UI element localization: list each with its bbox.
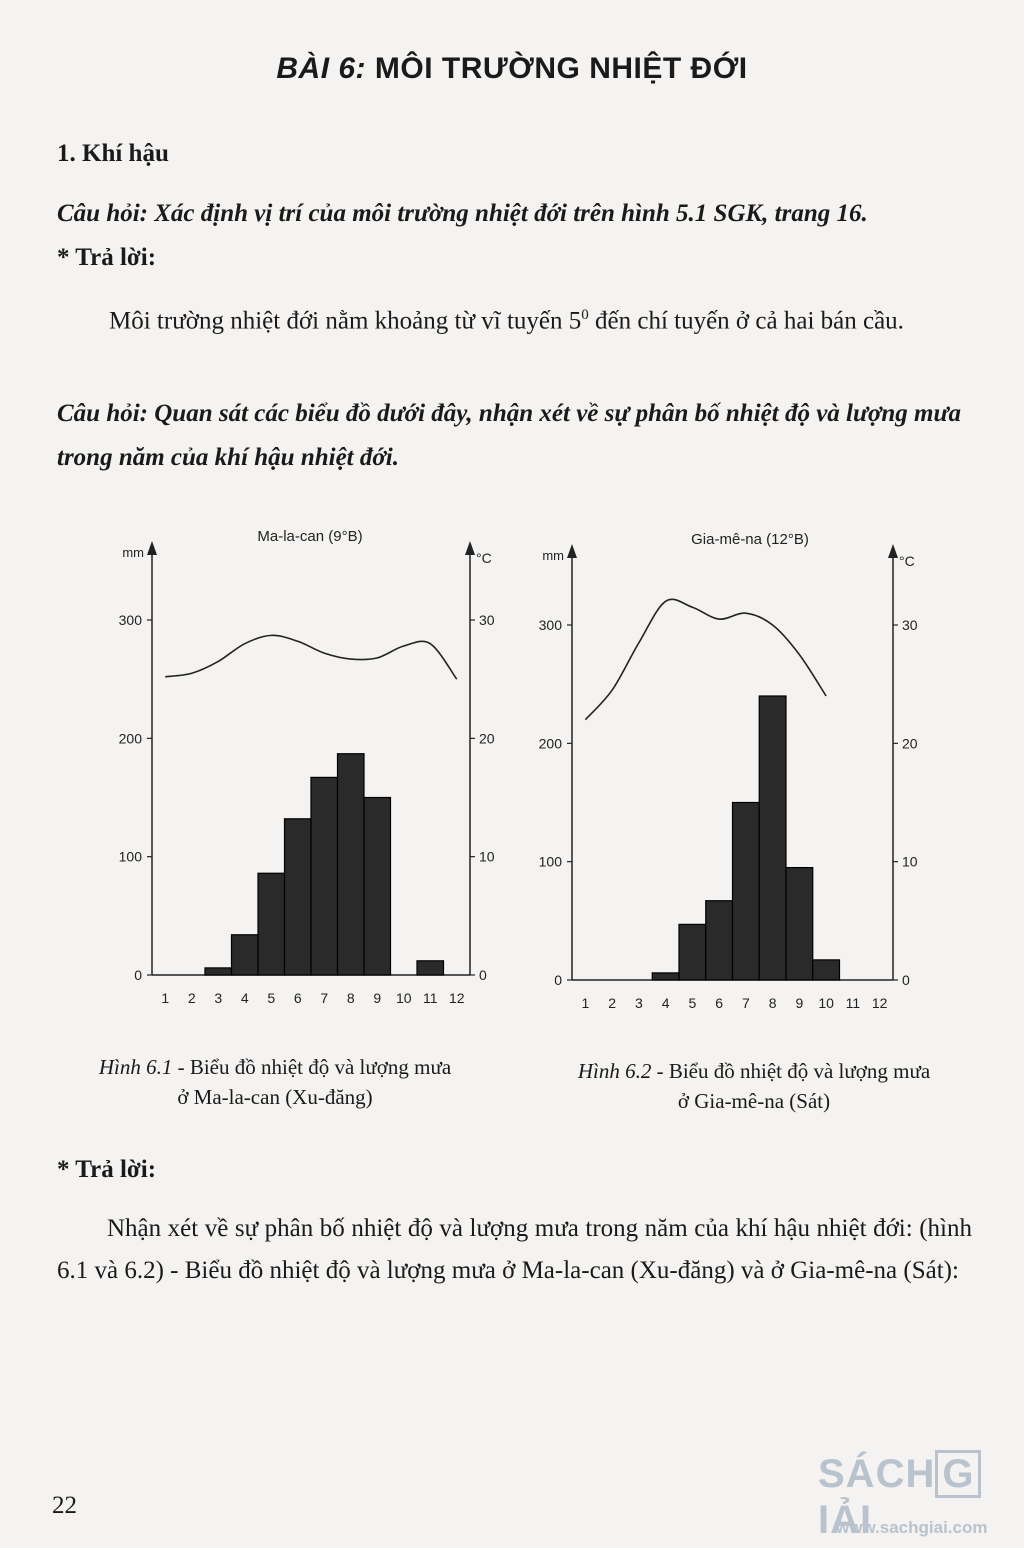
figure-caption-2-line2: ở Gia-mê-na (Sát) bbox=[677, 1089, 831, 1113]
chart1-right-unit: °C bbox=[476, 550, 492, 566]
logo-g: G bbox=[935, 1450, 981, 1498]
chart1-rain-bar-11 bbox=[417, 961, 444, 975]
chart1-temperature-line bbox=[165, 635, 457, 679]
chart1-left-unit: mm bbox=[122, 545, 144, 560]
chart2-left-tick-label-0: 0 bbox=[554, 972, 562, 988]
answer-1 bbox=[57, 294, 977, 342]
degree-sup: 0 bbox=[581, 307, 589, 323]
answer-label-1: * Trả lời: bbox=[57, 244, 157, 271]
chart1-month-label-10: 10 bbox=[395, 990, 412, 1006]
chart2-month-label-4: 4 bbox=[661, 995, 670, 1011]
chart2-month-label-6: 6 bbox=[715, 995, 724, 1011]
chart2-rain-bar-10 bbox=[813, 960, 840, 980]
chart2-month-label-3: 3 bbox=[634, 995, 643, 1011]
chart2-rain-bar-8 bbox=[759, 696, 786, 980]
chart2-title: Gia-mê-na (12°B) bbox=[691, 531, 809, 548]
chart1-rain-bar-5 bbox=[258, 873, 285, 975]
figure-label-2: Hình 6.2 bbox=[577, 1059, 652, 1083]
chart2-month-label-8: 8 bbox=[768, 995, 777, 1011]
answer-1-text: Môi trường nhiệt đới nằm khoảng từ vĩ tuyến 5 bbox=[109, 307, 582, 335]
chart2-month-label-1: 1 bbox=[581, 995, 590, 1011]
chart2-month-label-11: 11 bbox=[845, 995, 861, 1011]
logo-url: www.sachgiai.com bbox=[836, 1518, 988, 1537]
figure-caption-1-line1: - Biểu đồ nhiệt độ và lượng mưa bbox=[172, 1055, 452, 1079]
logo-left: SÁCH bbox=[818, 1452, 936, 1496]
chart2-left-tick-label-1: 100 bbox=[538, 853, 562, 870]
chart2-right-tick-label-1: 10 bbox=[902, 853, 918, 870]
figure-caption-2 bbox=[524, 1056, 984, 1116]
answer-2: Nhận xét về sự phân bố nhiệt độ và lượng mưa trong năm của khí hậu nhiệt đới: (hình 6.1 và 6.2) - Biểu đồ nhiệt độ và lượng mưa ở Ma-la-can (Xu-đăng) và ở Gia-mê-na (Sát): bbox=[57, 1215, 972, 1284]
chart2-month-label-5: 5 bbox=[688, 995, 697, 1011]
question-1: Câu hỏi: Xác định vị trí của môi trường nhiệt đới trên hình 5.1 SGK, trang 16. bbox=[57, 200, 868, 227]
chart2-rain-bar-6 bbox=[706, 901, 733, 980]
chart2-rain-bar-7 bbox=[733, 803, 760, 981]
chart2-right-tick-label-2: 20 bbox=[902, 735, 918, 752]
chart1-month-label-7: 7 bbox=[320, 990, 329, 1006]
chart2-month-label-9: 9 bbox=[795, 995, 804, 1011]
chart1-right-tick-label-1: 10 bbox=[479, 848, 495, 865]
answer-label-2: * Trả lời: bbox=[57, 1156, 157, 1183]
page-number: 22 bbox=[52, 1492, 77, 1519]
chart1-month-label-2: 2 bbox=[187, 990, 196, 1006]
chart1-month-label-4: 4 bbox=[240, 990, 249, 1006]
chart2-right-tick-label-0: 0 bbox=[902, 972, 910, 988]
chart1-month-label-12: 12 bbox=[448, 990, 465, 1006]
chart1-right-tick-label-3: 30 bbox=[479, 612, 495, 628]
chart2-right-tick-label-3: 30 bbox=[902, 617, 918, 633]
chart2-left-arrow-icon bbox=[567, 544, 577, 558]
chart2-left-unit: mm bbox=[542, 548, 564, 563]
chart2-right-arrow-icon bbox=[888, 544, 898, 558]
page-title bbox=[0, 52, 1024, 86]
chart1-month-label-1: 1 bbox=[161, 990, 170, 1006]
chart2-rain-bar-4 bbox=[652, 973, 679, 980]
logo-right: IẢI bbox=[818, 1498, 873, 1542]
chart1-right-tick-label-0: 0 bbox=[479, 967, 487, 983]
chart1-right-tick-label-2: 20 bbox=[479, 730, 495, 747]
question-2: Câu hỏi: Quan sát các biểu đồ dưới đây, nhận xét về sự phân bố nhiệt độ và lượng mưa trong năm của khí hậu nhiệt đới. bbox=[57, 400, 961, 471]
figure-caption-2-line1: - Biểu đồ nhiệt độ và lượng mưa bbox=[651, 1059, 931, 1083]
section-heading: 1. Khí hậu bbox=[57, 140, 169, 167]
chart2-month-label-10: 10 bbox=[818, 995, 834, 1011]
chart1-right-arrow-icon bbox=[465, 541, 475, 555]
title-prefix: BÀI 6: bbox=[276, 52, 367, 85]
chart2-month-label-7: 7 bbox=[741, 995, 750, 1011]
chart2-right-unit: °C bbox=[899, 553, 915, 569]
chart2-left-tick-label-3: 300 bbox=[538, 617, 562, 633]
chart1-left-tick-label-0: 0 bbox=[134, 967, 142, 983]
chart1-left-tick-label-2: 200 bbox=[118, 730, 142, 747]
chart1-left-arrow-icon bbox=[147, 541, 157, 555]
chart1-month-label-5: 5 bbox=[267, 990, 276, 1006]
figure-label-1: Hình 6.1 bbox=[98, 1055, 173, 1079]
chart1-rain-bar-8 bbox=[338, 754, 365, 975]
chart1-rain-bar-7 bbox=[311, 777, 338, 975]
chart1-left-tick-label-1: 100 bbox=[118, 848, 142, 865]
figure-caption-1-line2: ở Ma-la-can (Xu-đăng) bbox=[177, 1085, 373, 1109]
chart1-title: Ma-la-can (9°B) bbox=[257, 528, 363, 545]
chart2-month-label-2: 2 bbox=[608, 995, 617, 1011]
chart1-rain-bar-4 bbox=[232, 935, 259, 975]
chart1-month-label-3: 3 bbox=[214, 990, 223, 1006]
chart1-rain-bar-6 bbox=[285, 819, 312, 975]
chart2-rain-bar-9 bbox=[786, 868, 813, 980]
figure-caption-1 bbox=[50, 1052, 500, 1112]
chart1-rain-bar-9 bbox=[364, 798, 391, 976]
answer-1-tail: đến chí tuyến ở cả hai bán cầu. bbox=[588, 307, 904, 335]
chart1-month-label-9: 9 bbox=[373, 990, 382, 1006]
chart2-temperature-line bbox=[585, 599, 826, 719]
chart1-month-label-11: 11 bbox=[422, 990, 438, 1006]
chart2-left-tick-label-2: 200 bbox=[538, 735, 562, 752]
chart1-left-tick-label-3: 300 bbox=[118, 612, 142, 628]
chart1-rain-bar-3 bbox=[205, 968, 232, 975]
chart1-month-label-8: 8 bbox=[346, 990, 355, 1006]
chart1-month-label-6: 6 bbox=[293, 990, 302, 1006]
title-main: MÔI TRƯỜNG NHIỆT ĐỚI bbox=[374, 52, 748, 85]
chart2-month-label-12: 12 bbox=[871, 995, 888, 1011]
chart2-rain-bar-5 bbox=[679, 924, 706, 980]
